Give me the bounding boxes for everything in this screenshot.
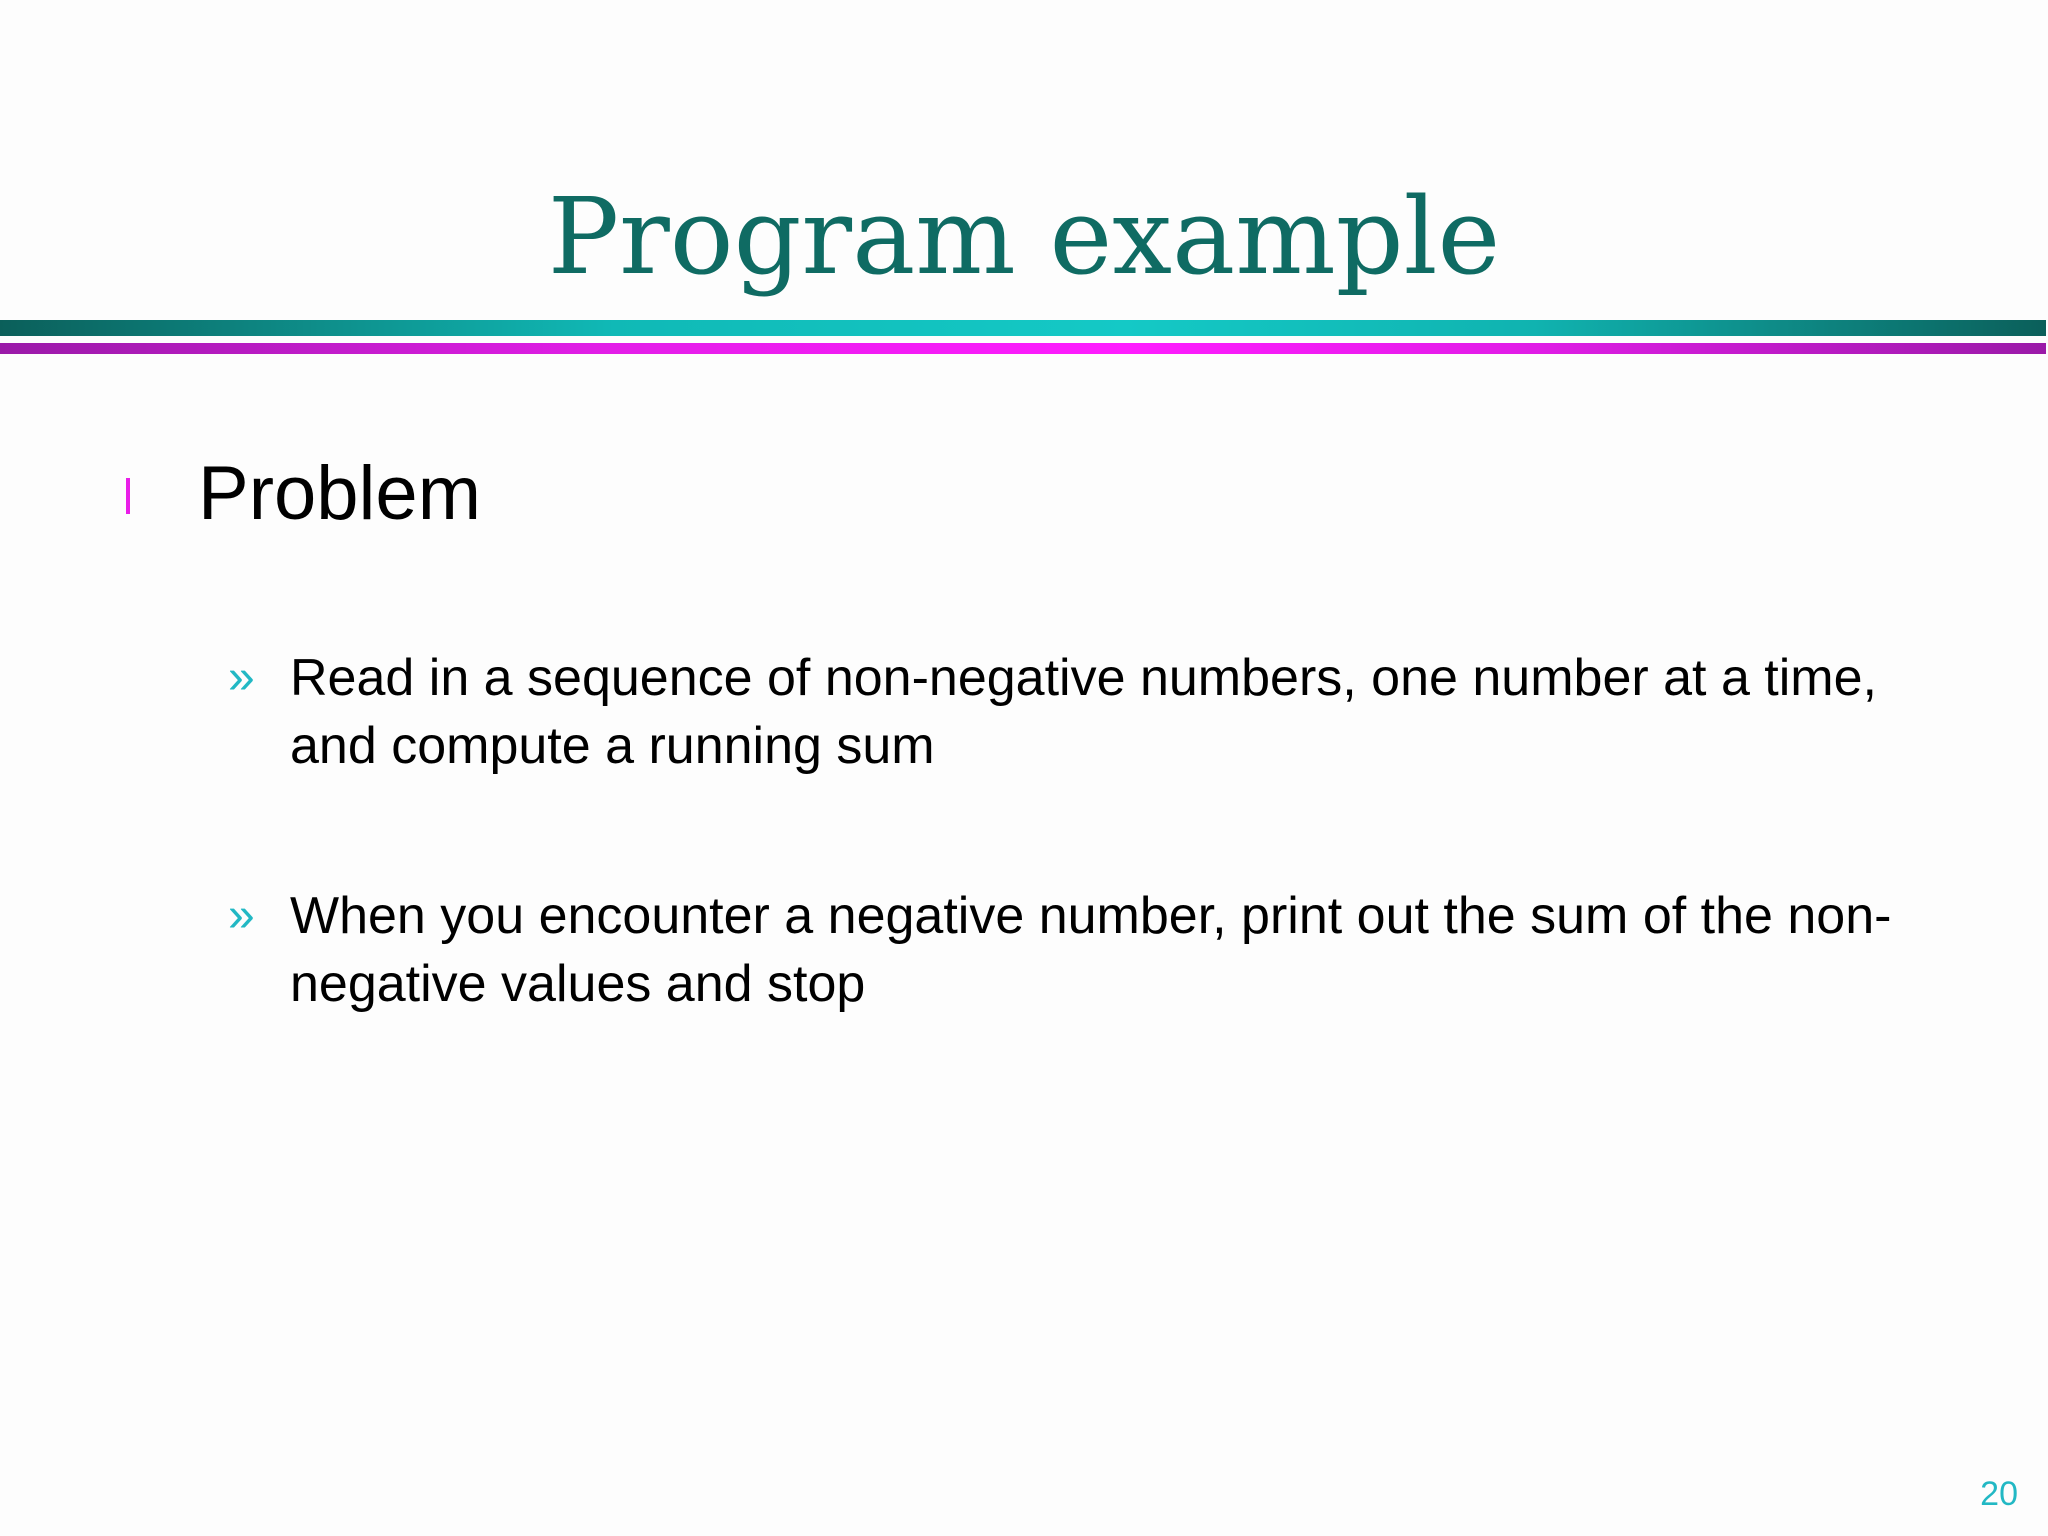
heading-bullet-icon (122, 478, 134, 520)
title-divider-teal (0, 320, 2046, 336)
list-item-text: When you encounter a negative number, print out the sum of the non-negative values and stop (290, 887, 1892, 1013)
problem-heading: Problem (198, 451, 481, 536)
list-item-text: Read in a sequence of non-negative numbers, one number at a time, and compute a running sum (290, 649, 1877, 775)
page-number: 20 (1980, 1475, 2018, 1513)
sub-bullet-icon: » (228, 889, 255, 942)
sub-bullet-icon: » (228, 651, 255, 704)
title-divider-magenta (0, 343, 2046, 354)
slide-title: Program example (547, 175, 1501, 298)
